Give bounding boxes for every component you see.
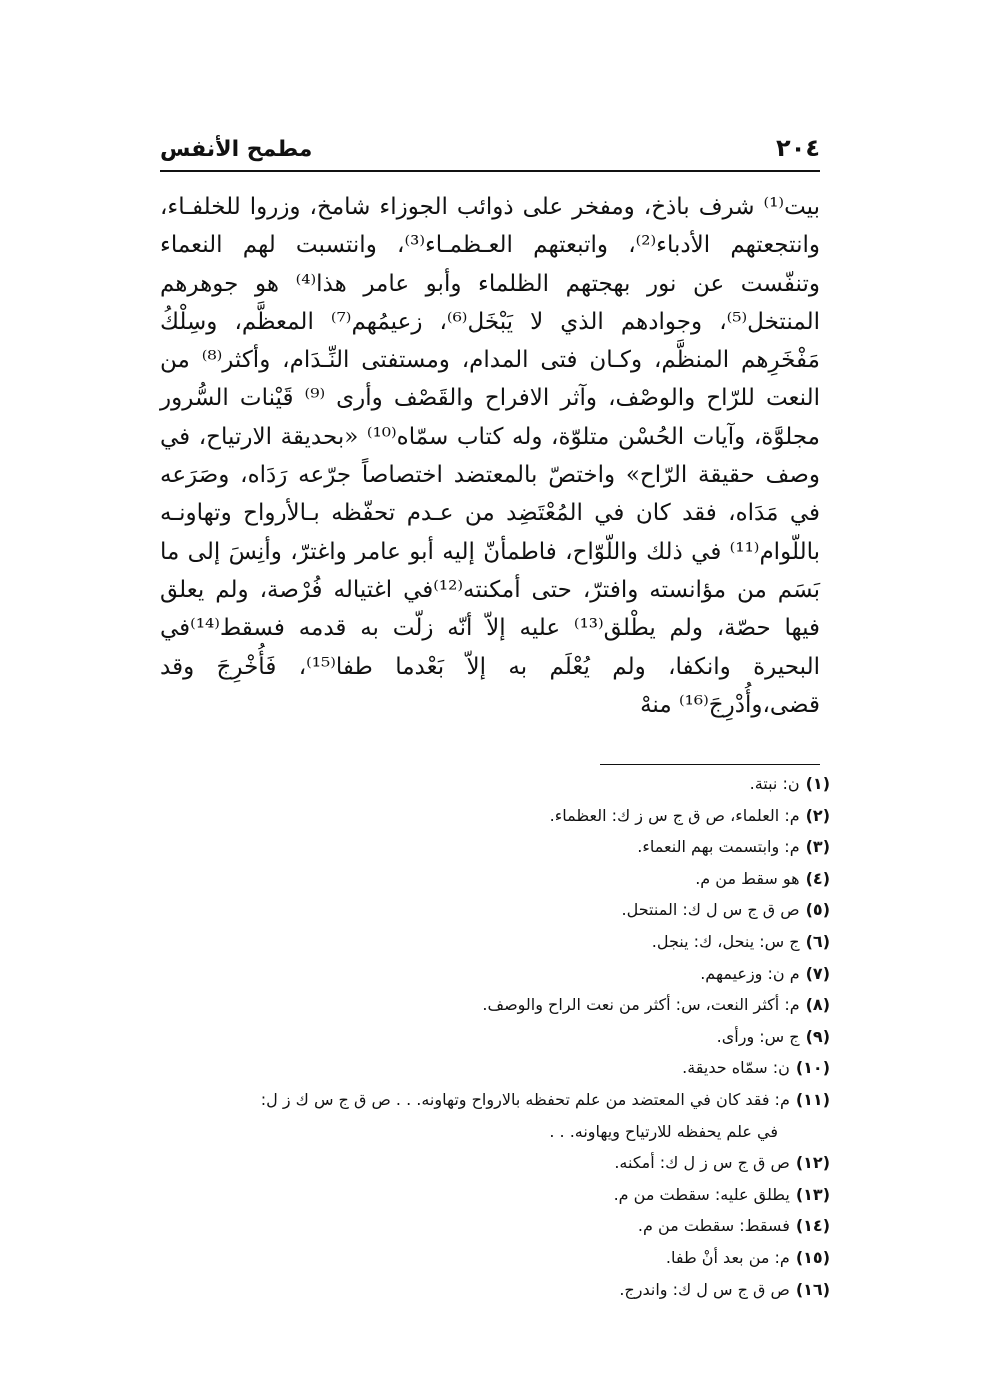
footnote-text: م: فقد كان في المعتضد من علم تحفظه بالارواح وتهاونه. . . ص ق ج س ك ز ل: (260, 1089, 790, 1109)
footnote-number: (٢) (805, 805, 830, 825)
body-paragraph: بيت⁽¹⁾ شرف باذخ، ومفخر على ذوائب الجوزاء شامخ، وزروا للخلفـاء، وانتجعتهم الأدباء⁽²⁾، واتبعتهم العـظمـاء⁽³⁾، وانتسبت لهم النعماء وتنفّست عن نور بهجتهم الظلماء وأبو عامر هذا⁽⁴⁾ هو جوهرهم المنتخل⁽⁵⁾، وجوادهم الذي لا يَبْخَل⁽⁶⁾، زعيمُهم⁽⁷⁾ المعظَّم، وسِلْكُ مَفْخَرِهم المنظَّم، وكـان فتى المدام، ومستفتى النِّـدَام، وأكثر⁽⁸⁾ من النعت للرّاح والوصْف، وآثر الافراح والقَصْف وأرى ⁽⁹⁾ قَيْنات السُّرور مجلوَّة، وآيات الحُسْن متلوّة، وله كتاب سمّاه⁽¹⁰⁾ «بحديقة الارتياح، في وصف حقيقة الرّاح» واختصّ بالمعتضد اختصاصاً جرّعه رَدَاه، وصَرَعه في مَدَاه، فقد كان في المُعْتَضِد من عـدم تحفّظه بـالأرواح وتهاونـه باللّوام⁽¹¹⁾ في ذلك واللّوّاح، فاطمأنّ إليه أبو عامر واغترّ، وأنِسَ إلى ما بَسَم من مؤانسته وافترّ، حتى أمكنته⁽¹²⁾في اغتياله فُرْصة، ولم يعلق فيها حصّة، ولم يطْلق⁽¹³⁾ عليه إلاّ أنّه زلّت به قدمه فسقط⁽¹⁴⁾في البحيرة وانكفا، ولم يُعْلَم به إلاّ بَعْدما طفا⁽¹⁵⁾، فَأُخْرِجَ وقد قضى،وأُدْرِجَ⁽¹⁶⁾ منهْ (160, 194, 821, 718)
footnote-text: فسقط: سقطت من م. (637, 1216, 790, 1236)
footnote-2 (160, 800, 830, 832)
footnote-text-continued: في علم يحفظه للارتياح ويهاونه. . . (549, 1121, 778, 1141)
footnote-number: (١٣) (795, 1184, 830, 1204)
footnote-5 (160, 894, 830, 926)
footnote-6 (160, 926, 830, 958)
main-text (160, 188, 820, 724)
footnote-12 (160, 1147, 830, 1179)
page-number: ٢٠٤ (776, 134, 820, 162)
footnote-11 (160, 1084, 830, 1147)
footnote-number: (٥) (805, 900, 830, 920)
footnote-text: ص ق ج س ز ل ك: أمكنه. (614, 1153, 790, 1173)
footnote-number: (١) (805, 774, 830, 793)
footnote-7 (160, 958, 830, 990)
running-title: مطمح الأنفس (160, 137, 313, 162)
footnote-text: يطلق عليه: سقطت من م. (613, 1184, 790, 1204)
footnote-text: ج س: ينحل، ك: ينجل. (651, 931, 800, 951)
footnote-14 (160, 1210, 830, 1242)
footnote-number: (٨) (805, 995, 830, 1015)
footnotes (160, 768, 830, 1305)
footnote-number: (٣) (805, 837, 830, 857)
footnote-text: ص ق ج س ل ك: المنتحل. (621, 900, 800, 920)
footnote-text: ن: نبتة. (749, 774, 800, 793)
footnote-text: م: العلماء، ص ق ج س ز ك: العظماء. (549, 805, 800, 825)
footnote-8 (160, 989, 830, 1021)
footnote-number: (١٤) (795, 1216, 830, 1236)
footnote-number: (١٦) (795, 1279, 830, 1299)
footnote-number: (٧) (805, 963, 830, 983)
footnote-1 (160, 768, 830, 800)
footnote-4 (160, 863, 830, 895)
footnote-text: م ن: وزعيمهم. (700, 963, 800, 983)
footnote-separator (600, 764, 820, 765)
footnote-number: (٦) (805, 931, 830, 951)
footnote-number: (١٥) (795, 1247, 830, 1267)
footnote-15 (160, 1242, 830, 1274)
page-header (160, 118, 820, 162)
footnote-9 (160, 1021, 830, 1053)
header-rule (160, 170, 820, 172)
footnote-number: (١١) (795, 1089, 830, 1109)
footnote-number: (٤) (805, 868, 830, 888)
footnote-number: (١٠) (795, 1058, 830, 1078)
footnote-text: م: وابتسمت بهم النعماء. (637, 837, 800, 857)
footnote-number: (١٢) (795, 1153, 830, 1173)
footnote-13 (160, 1179, 830, 1211)
footnote-text: ج س: ورأى. (716, 1026, 800, 1046)
footnote-text: م: أكثر النعت، س: أكثر من نعت الراح والوصف. (482, 995, 800, 1015)
footnote-10 (160, 1052, 830, 1084)
footnote-text: ص ق ج س ل ك: واندرج. (619, 1279, 790, 1299)
footnote-number: (٩) (805, 1026, 830, 1046)
footnote-text: هو سقط من م. (695, 868, 800, 888)
footnote-text: ن: سمّاه حديقة. (682, 1058, 790, 1078)
footnote-text: م: من بعد أنْ طفا. (665, 1247, 790, 1267)
footnote-3 (160, 831, 830, 863)
footnote-16 (160, 1274, 830, 1306)
